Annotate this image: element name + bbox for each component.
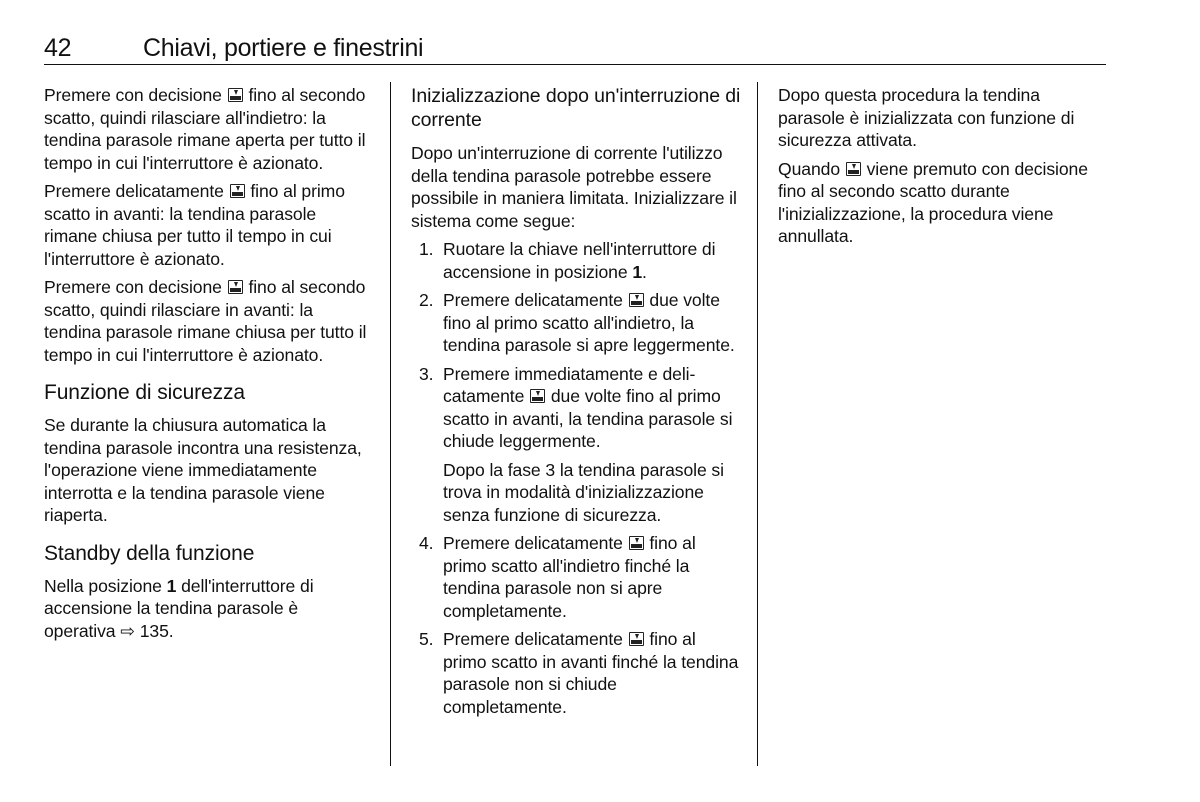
page-number: 42 <box>44 34 72 62</box>
sunblind-switch-icon <box>629 536 644 550</box>
page-header <box>44 34 1106 64</box>
column-left <box>44 84 374 648</box>
sunblind-switch-icon <box>629 632 644 646</box>
heading-standby: Standby della funzione <box>44 541 255 565</box>
list-item: 1. Ruotare la chiave nell'interruttore di accensione in posizione 1. <box>419 239 716 282</box>
list-item: 2. Premere delicatamente due volte fino al primo scatto all'indietro, la tendina parasole si apre leggermente. <box>419 290 735 355</box>
steps-list <box>411 238 743 453</box>
paragraph-safety: Se durante la chiusura automatica la tendina parasole incontra una resistenza, l'operazione viene immediatamente interrotta e la tendina parasole viene riaperta. <box>44 415 362 525</box>
paragraph-gentle-forward: Premere delicatamente fino al primo scatto in avanti: la tendina parasole rimane chiusa per tutto il tempo in cui l'interruttore è azionato. <box>44 181 345 269</box>
sunblind-switch-icon <box>228 280 243 294</box>
sunblind-switch-icon <box>230 184 245 198</box>
column-divider-1 <box>390 82 391 766</box>
heading-safety-function: Funzione di sicurezza <box>44 381 245 404</box>
paragraph-standby: Nella posizione 1 dell'interruttore di accensione la tendina parasole è operativa ⇨ 135. <box>44 575 314 641</box>
sunblind-switch-icon <box>530 389 545 403</box>
paragraph-cancel: Quando viene premuto con decisione fino al secondo scatto durante l'inizializzazione, la procedura viene annullata. <box>778 158 1088 246</box>
page-title: Chiavi, portiere e finestrini <box>143 34 424 62</box>
sunblind-switch-icon <box>228 88 243 102</box>
sunblind-switch-icon <box>846 162 861 176</box>
steps-list-continued <box>411 532 743 718</box>
column-divider-2 <box>757 82 758 766</box>
paragraph-firm-back: Premere con decisione fino al secondo scatto, quindi rilasciare all'indietro: la tendina parasole rimane aperta per tutto il tempo in cui l'interruttore è azionato. <box>44 85 366 173</box>
sunblind-switch-icon <box>629 293 644 307</box>
paragraph-intro: Dopo un'interruzione di corrente l'utilizzo della tendina parasole potrebbe essere possibile in maniera limitata. Inizializzare il sistema come segue: <box>411 143 737 231</box>
step-note: Dopo la fase 3 la tendina parasole si trova in modalità d'inizializzazione senza funzione di sicurezza. <box>443 459 724 525</box>
list-item: 3. Premere immediatamente e delicatamente due volte fino al primo scatto in avanti, la tendina parasole si chiude leggermente. <box>419 363 733 451</box>
paragraph-firm-forward: Premere con decisione fino al secondo scatto, quindi rilasciare in avanti: la tendina parasole rimane chiusa per tutto il tempo in cui l'interruttore è azionato. <box>44 277 367 365</box>
heading-initialization: Inizializzazione dopo un'interruzione di corrente <box>411 85 741 131</box>
list-item: 4. Premere delicatamente fino al primo scatto all'indietro finché la tendina parasole non si apre completamente. <box>419 533 696 621</box>
column-middle <box>411 84 743 724</box>
paragraph-after-procedure: Dopo questa procedura la tendina parasole è inizializzata con funzione di sicurezza attivata. <box>778 85 1075 150</box>
header-rule <box>44 64 1106 65</box>
page-reference-icon: ⇨ <box>120 620 135 641</box>
column-right <box>778 84 1108 254</box>
page-reference-link[interactable]: 135. <box>139 620 174 641</box>
list-item: 5. Premere delicatamente fino al primo scatto in avanti finché la tendina parasole non si chiude completamente. <box>419 629 739 717</box>
